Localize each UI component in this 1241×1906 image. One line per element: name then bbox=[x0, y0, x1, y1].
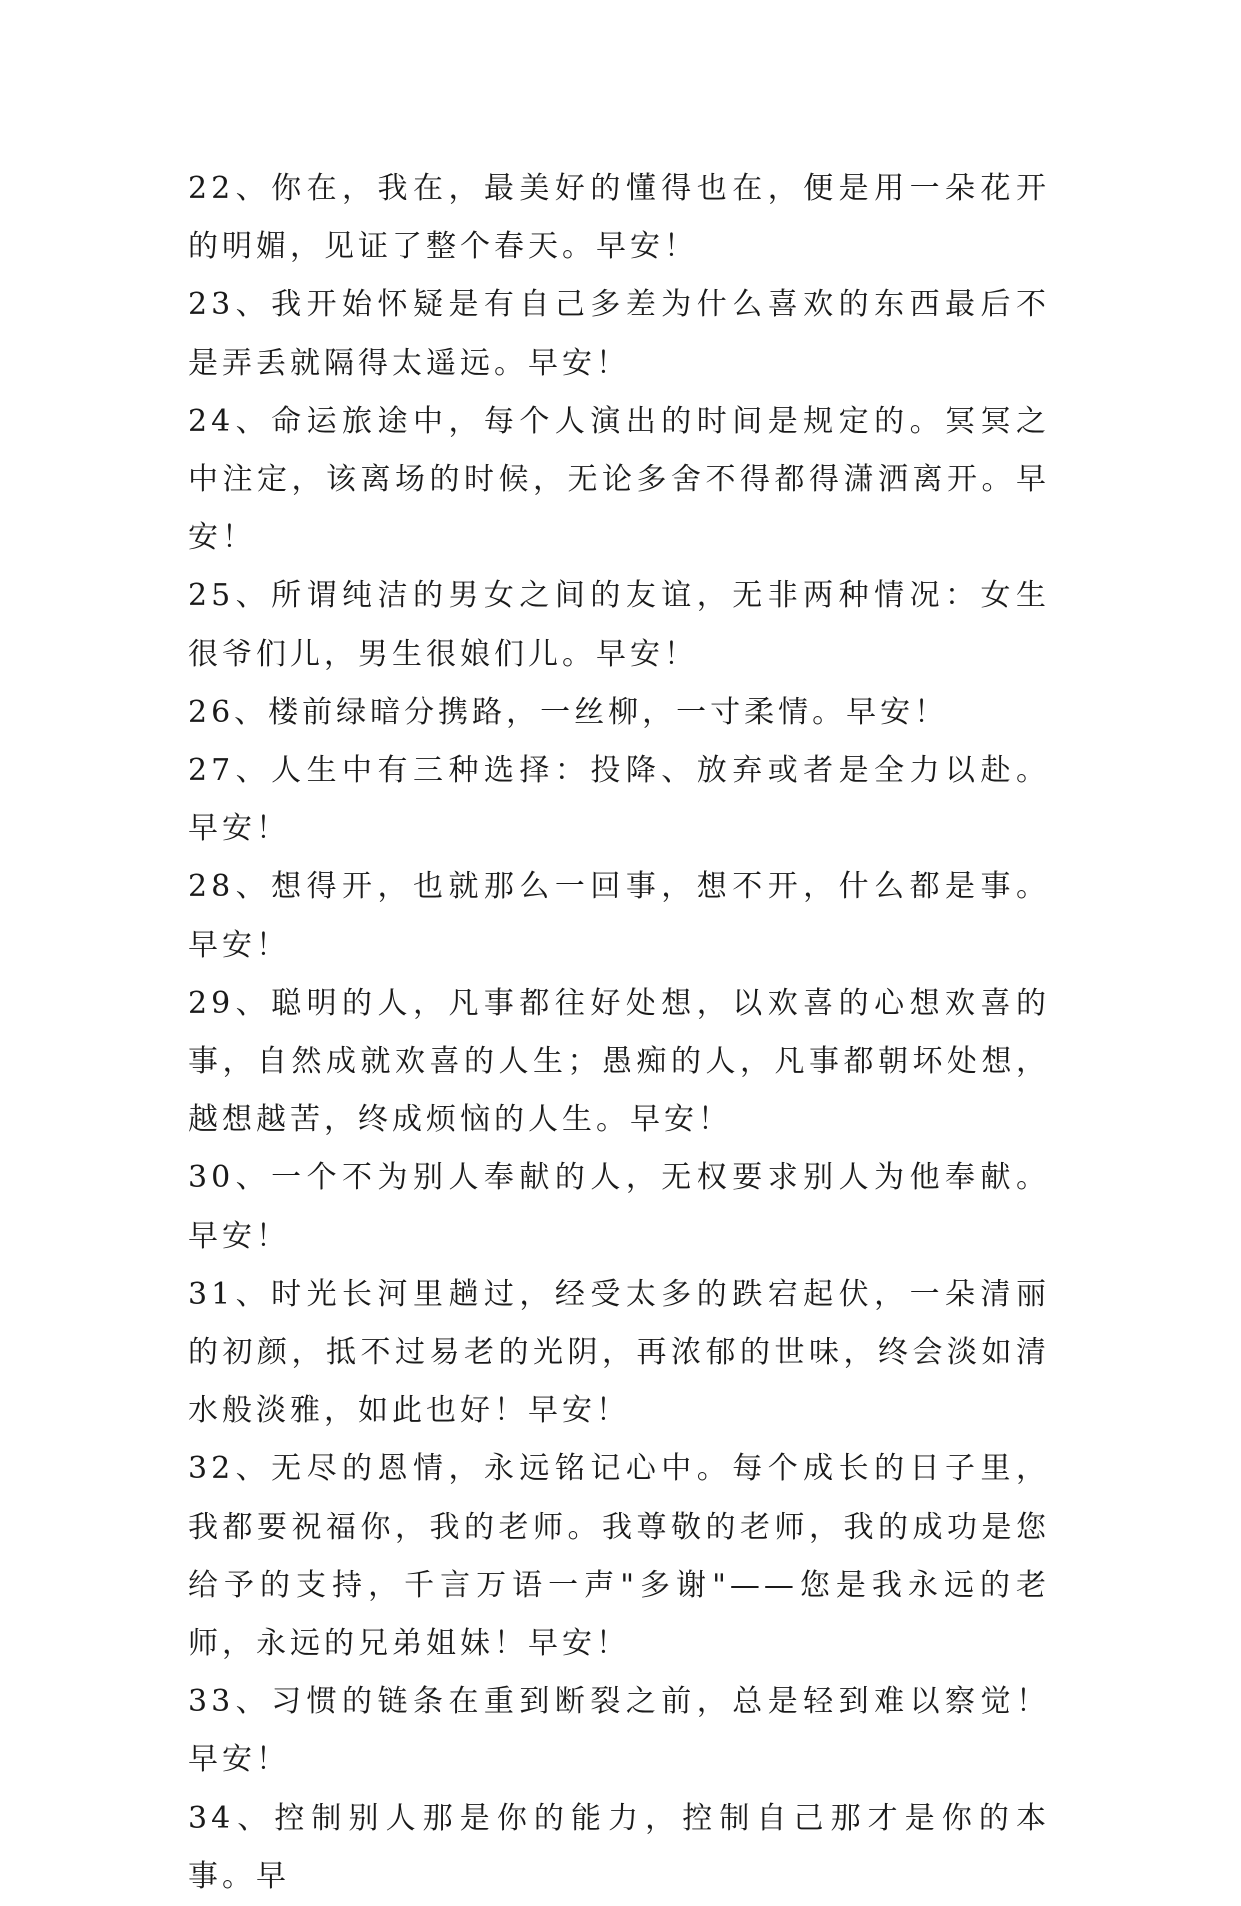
list-item-23: 23、我开始怀疑是有自己多差为什么喜欢的东西最后不是弄丢就隔得太遥远。早安！ bbox=[188, 287, 1050, 381]
list-item-33: 33、习惯的链条在重到断裂之前，总是轻到难以察觉！早安！ bbox=[188, 1684, 1050, 1778]
list-item-25: 25、所谓纯洁的男女之间的友谊，无非两种情况：女生很爷们儿，男生很娘们儿。早安！ bbox=[188, 578, 1050, 672]
list-item-26: 26、楼前绿暗分携路，一丝柳，一寸柔情。早安！ bbox=[188, 694, 949, 730]
list-item-34: 34、控制别人那是你的能力，控制自己那才是你的本事。早 bbox=[188, 1800, 1050, 1894]
list-item-32: 32、无尽的恩情，永远铭记心中。每个成长的日子里，我都要祝福你，我的老师。我尊敬的老师，我的成功是您给予的支持，千言万语一声"多谢"——您是我永远的老师，永远的兄弟姐妹！早安！ bbox=[188, 1451, 1050, 1662]
list-item-24: 24、命运旅途中，每个人演出的时间是规定的。冥冥之中注定，该离场的时候，无论多舍不得都得潇洒离开。早安！ bbox=[188, 403, 1050, 556]
list-item-30: 30、一个不为别人奉献的人，无权要求别人为他奉献。早安！ bbox=[188, 1160, 1050, 1254]
document-body bbox=[188, 160, 1050, 1906]
list-item-27: 27、人生中有三种选择：投降、放弃或者是全力以赴。早安！ bbox=[188, 753, 1050, 847]
list-item-22: 22、你在，我在，最美好的懂得也在，便是用一朵花开的明媚，见证了整个春天。早安！ bbox=[188, 171, 1050, 265]
list-item-31: 31、时光长河里趟过，经受太多的跌宕起伏，一朵清丽的初颜，抵不过易老的光阴，再浓郁的世味，终会淡如清水般淡雅，如此也好！早安！ bbox=[188, 1276, 1050, 1429]
list-item-28: 28、想得开，也就那么一回事，想不开，什么都是事。早安！ bbox=[188, 869, 1050, 963]
list-item-29: 29、聪明的人，凡事都往好处想，以欢喜的心想欢喜的事，自然成就欢喜的人生；愚痴的人，凡事都朝坏处想，越想越苦，终成烦恼的人生。早安！ bbox=[188, 985, 1050, 1138]
